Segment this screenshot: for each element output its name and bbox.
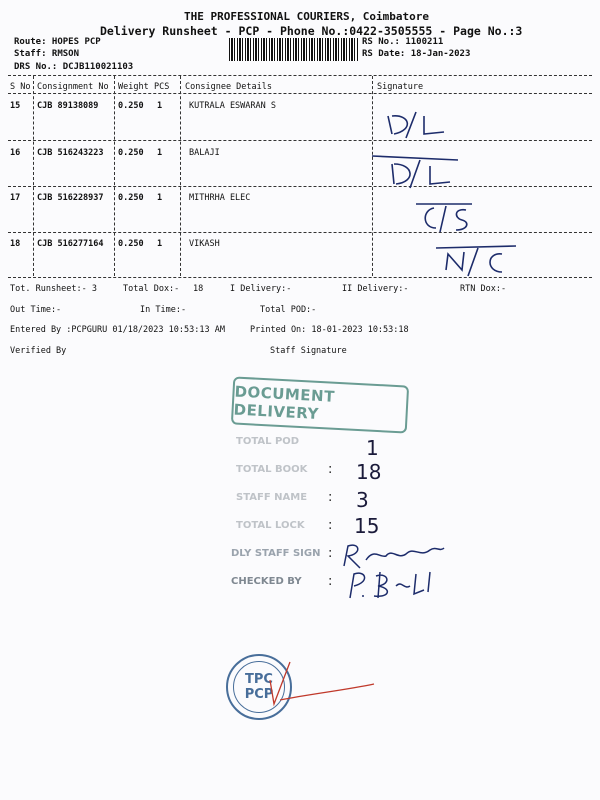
runsheet-subtitle: Delivery Runsheet - PCP - Phone No.:0422-3505555 - Page No.:3 — [100, 24, 523, 38]
row-sno: 16 — [10, 148, 21, 158]
row-consignee: VIKASH — [189, 239, 220, 249]
row-sno: 18 — [10, 239, 21, 249]
tpc-seal-line1: TPC — [245, 672, 273, 687]
signature-cs — [412, 196, 482, 236]
out-time-label: Out Time:- — [10, 305, 62, 315]
rtn-dox-label: RTN Dox:- — [460, 284, 507, 294]
rs-number: RS No.: 1100211 — [362, 37, 444, 47]
tpc-seal-line2: PCP — [244, 687, 274, 702]
table-top-rule — [8, 75, 592, 76]
entered-by: Entered By :PCPGURU 01/18/2023 10:53:13 AM — [10, 325, 225, 335]
row-sno: 15 — [10, 101, 21, 111]
row-pcs: 1 — [157, 193, 163, 203]
printed-on: Printed On: 18-01-2023 10:53:18 — [250, 325, 409, 335]
row-rule — [8, 186, 592, 187]
row-weight: 0.250 — [118, 148, 144, 158]
in-time-label: In Time:- — [140, 305, 187, 315]
rs-date: RS Date: 18-Jan-2023 — [362, 49, 471, 59]
staff-label: Staff: RMSON — [14, 49, 80, 59]
checked-by-signature — [344, 566, 444, 604]
colon: : — [328, 490, 333, 505]
signature-dl-2 — [368, 150, 468, 190]
row-consignment: CJB 516228937 — [37, 193, 104, 203]
row-consignee: MITHRHA ELEC — [189, 193, 251, 203]
col-header-consignment: Consignment No — [37, 82, 109, 92]
colon: : — [328, 518, 333, 533]
total-pod-label: Total POD:- — [260, 305, 317, 315]
row-consignment: CJB 516243223 — [37, 148, 104, 158]
colon: : — [328, 462, 333, 477]
row-pcs: 1 — [157, 148, 163, 158]
stamp-label-checked-by: CHECKED BY — [231, 576, 302, 587]
row-weight: 0.250 — [118, 101, 144, 111]
col-header-consignee: Consignee Details — [185, 82, 272, 92]
row-pcs: 1 — [157, 239, 163, 249]
company-title: THE PROFESSIONAL COURIERS, Coimbatore — [184, 10, 430, 23]
row-consignee: KUTRALA ESWARAN S — [189, 101, 276, 111]
stamp-label-total-pod: TOTAL POD — [236, 436, 300, 447]
row-sno: 17 — [10, 193, 21, 203]
row-rule — [8, 140, 592, 141]
stamp-value-pod: 1 — [366, 436, 379, 460]
col-divider — [114, 76, 115, 276]
total-dox-value: 18 — [193, 284, 204, 294]
row-pcs: 1 — [157, 101, 163, 111]
document-delivery-stamp: DOCUMENT DELIVERY — [231, 376, 409, 433]
col-header-weight: Weight — [118, 82, 149, 92]
seal-initial-mark — [250, 660, 380, 710]
ii-delivery-label: II Delivery:- — [342, 284, 409, 294]
colon: : — [328, 546, 333, 561]
total-dox-label: Total Dox:- — [123, 284, 180, 294]
total-runsheet: Tot. Runsheet:- 3 — [10, 284, 97, 294]
stamp-label-staff-name: STAFF NAME — [236, 492, 308, 503]
stamp-label-dly-staff-sign: DLY STAFF SIGN — [231, 548, 321, 559]
route-label: Route: HOPES PCP — [14, 37, 101, 47]
stamp-value-lock: 15 — [354, 514, 380, 538]
row-consignment: CJB 516277164 — [37, 239, 104, 249]
signature-dl-1 — [380, 108, 460, 142]
row-weight: 0.250 — [118, 193, 144, 203]
stamp-label-total-book: TOTAL BOOK — [236, 464, 308, 475]
verified-by: Verified By — [10, 346, 67, 356]
signature-nc — [432, 240, 522, 280]
row-weight: 0.250 — [118, 239, 144, 249]
i-delivery-label: I Delivery:- — [230, 284, 292, 294]
col-divider — [33, 76, 34, 276]
row-rule — [8, 232, 592, 233]
row-consignment: CJB 89138089 — [37, 101, 99, 111]
stamp-value-book: 18 — [356, 460, 382, 484]
col-header-signature: Signature — [377, 82, 424, 92]
stamp-label-total-lock: TOTAL LOCK — [236, 520, 305, 531]
col-header-pcs: PCS — [154, 82, 170, 92]
col-divider — [180, 76, 181, 276]
stamp-value-staff: 3 — [356, 488, 369, 512]
staff-signature-label: Staff Signature — [270, 346, 347, 356]
table-header-rule — [8, 93, 592, 94]
drs-number: DRS No.: DCJB110021103 — [14, 62, 134, 72]
colon: : — [328, 574, 333, 589]
row-consignee: BALAJI — [189, 148, 220, 158]
barcode — [229, 38, 359, 61]
col-header-sno: S No — [10, 82, 31, 92]
